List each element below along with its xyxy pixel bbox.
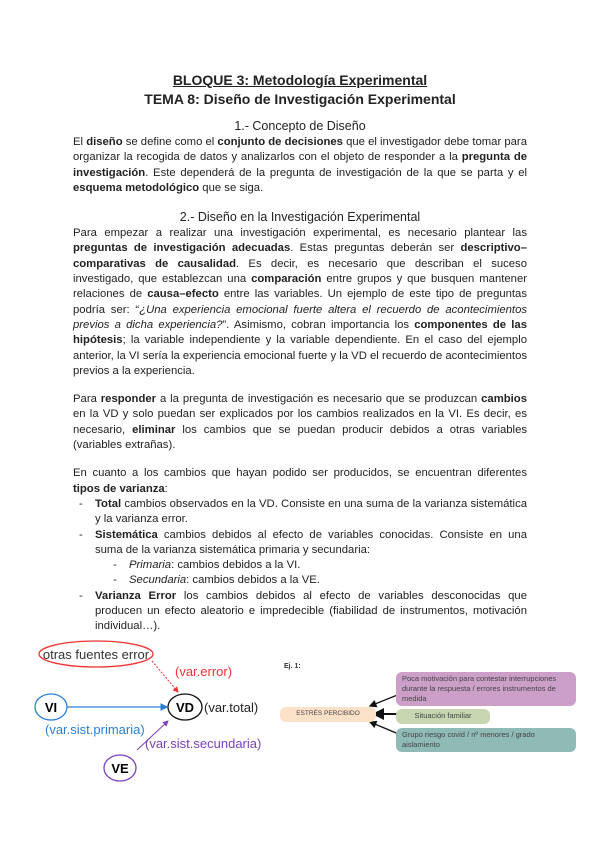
text-run: En cuanto a los cambios que hayan podido ser producidos, se encuentran diferentes [73, 467, 527, 480]
factor-box-motivation: Poca motivación para contestar interrupciones durante la respuesta / errores instrumentos de medida [396, 672, 576, 706]
text-run: a la pregunta de investigación es necesario que se produzcan [156, 393, 482, 406]
otras-fuentes-label: otras fuentes error [42, 647, 150, 662]
text-run: ; la variable independiente y la variable dependiente. En el caso del ejemplo anterior, la VI sería la experiencia emocional fuerte y la VD el recuerdo de acontecimientos previos a la experiencia. [73, 334, 527, 377]
ve-label: VE [111, 761, 129, 776]
text-run: entre las variables. Un ejemplo de este tipo de preguntas podría ser: “ [73, 288, 527, 316]
text-run: en la VD y solo puedan ser explicados por los cambios realizados en la VI. Es decir, es necesario, [73, 408, 527, 436]
list-text: los cambios debidos al efecto de variables desconocidas que producen un efecto aleatorio e impredecible (fiabilidad de instrumentos, motivación individual…). [95, 589, 527, 633]
text-run: los cambios que se puedan producir debidos a otras variables (variables extrañas). [73, 423, 527, 452]
list-term: Primaria [129, 559, 172, 572]
var-total-label: (var.total) [204, 700, 259, 715]
list-term: Secundaria [129, 574, 187, 587]
sub-list-item [129, 558, 527, 573]
text-run: El [73, 136, 87, 148]
var-primaria-label: (var.sist.primaria) [45, 722, 145, 737]
text-run: . Estas preguntas deberán ser [290, 242, 461, 255]
paragraph [73, 466, 527, 497]
list-item [95, 528, 527, 589]
list-text: : cambios debidos a la VI. [171, 559, 301, 572]
emphasis-text: pregunta de investigación [73, 151, 528, 179]
text-run: que el investigador debe tomar para organizar la recogida de datos y analizarlos con el objeto de responder a la [73, 136, 527, 164]
emphasis-text: esquema metodológico [73, 181, 200, 194]
var-secundaria-label: (var.sist.secundaria) [145, 736, 262, 751]
text-run: . Este dependerá de la pregunta de investigación de la que se parta y el [145, 166, 527, 179]
emphasis-text: comparación [251, 273, 322, 286]
emphasis-text: responder [100, 393, 157, 406]
text-run: Para [73, 393, 101, 406]
emphasis-text: componentes de las hipótesis [73, 318, 527, 347]
text-run: Para empezar a realizar una investigación experimental, es necesario plantear las [73, 227, 527, 240]
text-run: entre grupos y que busquen mantener relaciones de [73, 273, 527, 301]
page-subtitle: TEMA 8: Diseño de Investigación Experimental [144, 91, 456, 107]
list-term: Total [95, 497, 122, 510]
section-heading: 2.- Diseño en la Investigación Experimental [179, 210, 421, 225]
emphasis-text: preguntas de investigación adecuadas [73, 242, 291, 255]
document-body [73, 118, 527, 635]
example-label: Ej. 1: [284, 663, 301, 670]
var-error-label: (var.error) [175, 664, 233, 679]
factor-box-covid: Grupo riesgo covid / nº menores / grado aislamiento [396, 728, 576, 752]
list-term: Sistemática [95, 528, 158, 541]
center-box: ESTRÉS PERCIBIDO [280, 707, 376, 722]
paragraph [73, 135, 527, 196]
emphasis-text: causa–efecto [147, 288, 219, 301]
paragraph [73, 392, 527, 453]
list-item [95, 497, 527, 528]
emphasis-text: eliminar [132, 423, 176, 436]
paragraph [73, 226, 527, 379]
emphasis-text: tipos de varianza [73, 482, 165, 495]
list-text: cambios debidos al efecto de variables conocidas. Consiste en una suma de la varianza sistemática primaria y secundaria: [95, 528, 527, 556]
factor-box-family: Situación familiar [396, 709, 490, 724]
list-item [95, 589, 527, 635]
emphasis-text: ¿Una experiencia emocional fuerte altera el recuerdo de acontecimientos previos a dicha experiencia? [73, 303, 527, 331]
section-heading: 1.- Concepto de Diseño [234, 119, 366, 133]
emphasis-text: descriptivo–comparativas de causalidad [73, 242, 527, 270]
list-text: cambios observados en la VD. Consiste en una suma de la varianza sistemática y la varianza error. [95, 497, 527, 526]
emphasis-text: diseño [86, 136, 123, 148]
text-run: se define como el [122, 136, 218, 148]
vd-label: VD [175, 700, 195, 715]
page-title: BLOQUE 3: Metodología Experimental [172, 72, 428, 88]
sub-list-item [129, 573, 527, 588]
list-text: : cambios debidos a la VE. [186, 574, 320, 587]
vi-label: VI [44, 700, 58, 715]
variance-list [73, 497, 527, 635]
emphasis-text: cambios [481, 393, 527, 406]
text-run: que se siga. [199, 181, 264, 194]
text-run: ”. Asimismo, cobran importancia los [222, 318, 415, 331]
text-run: . Es decir, es necesario que describan el suceso investigado, que establezcan una [73, 257, 527, 286]
emphasis-text: conjunto de decisiones [217, 136, 343, 148]
list-term: Varianza Error [95, 589, 177, 602]
text-run: : [164, 482, 168, 495]
